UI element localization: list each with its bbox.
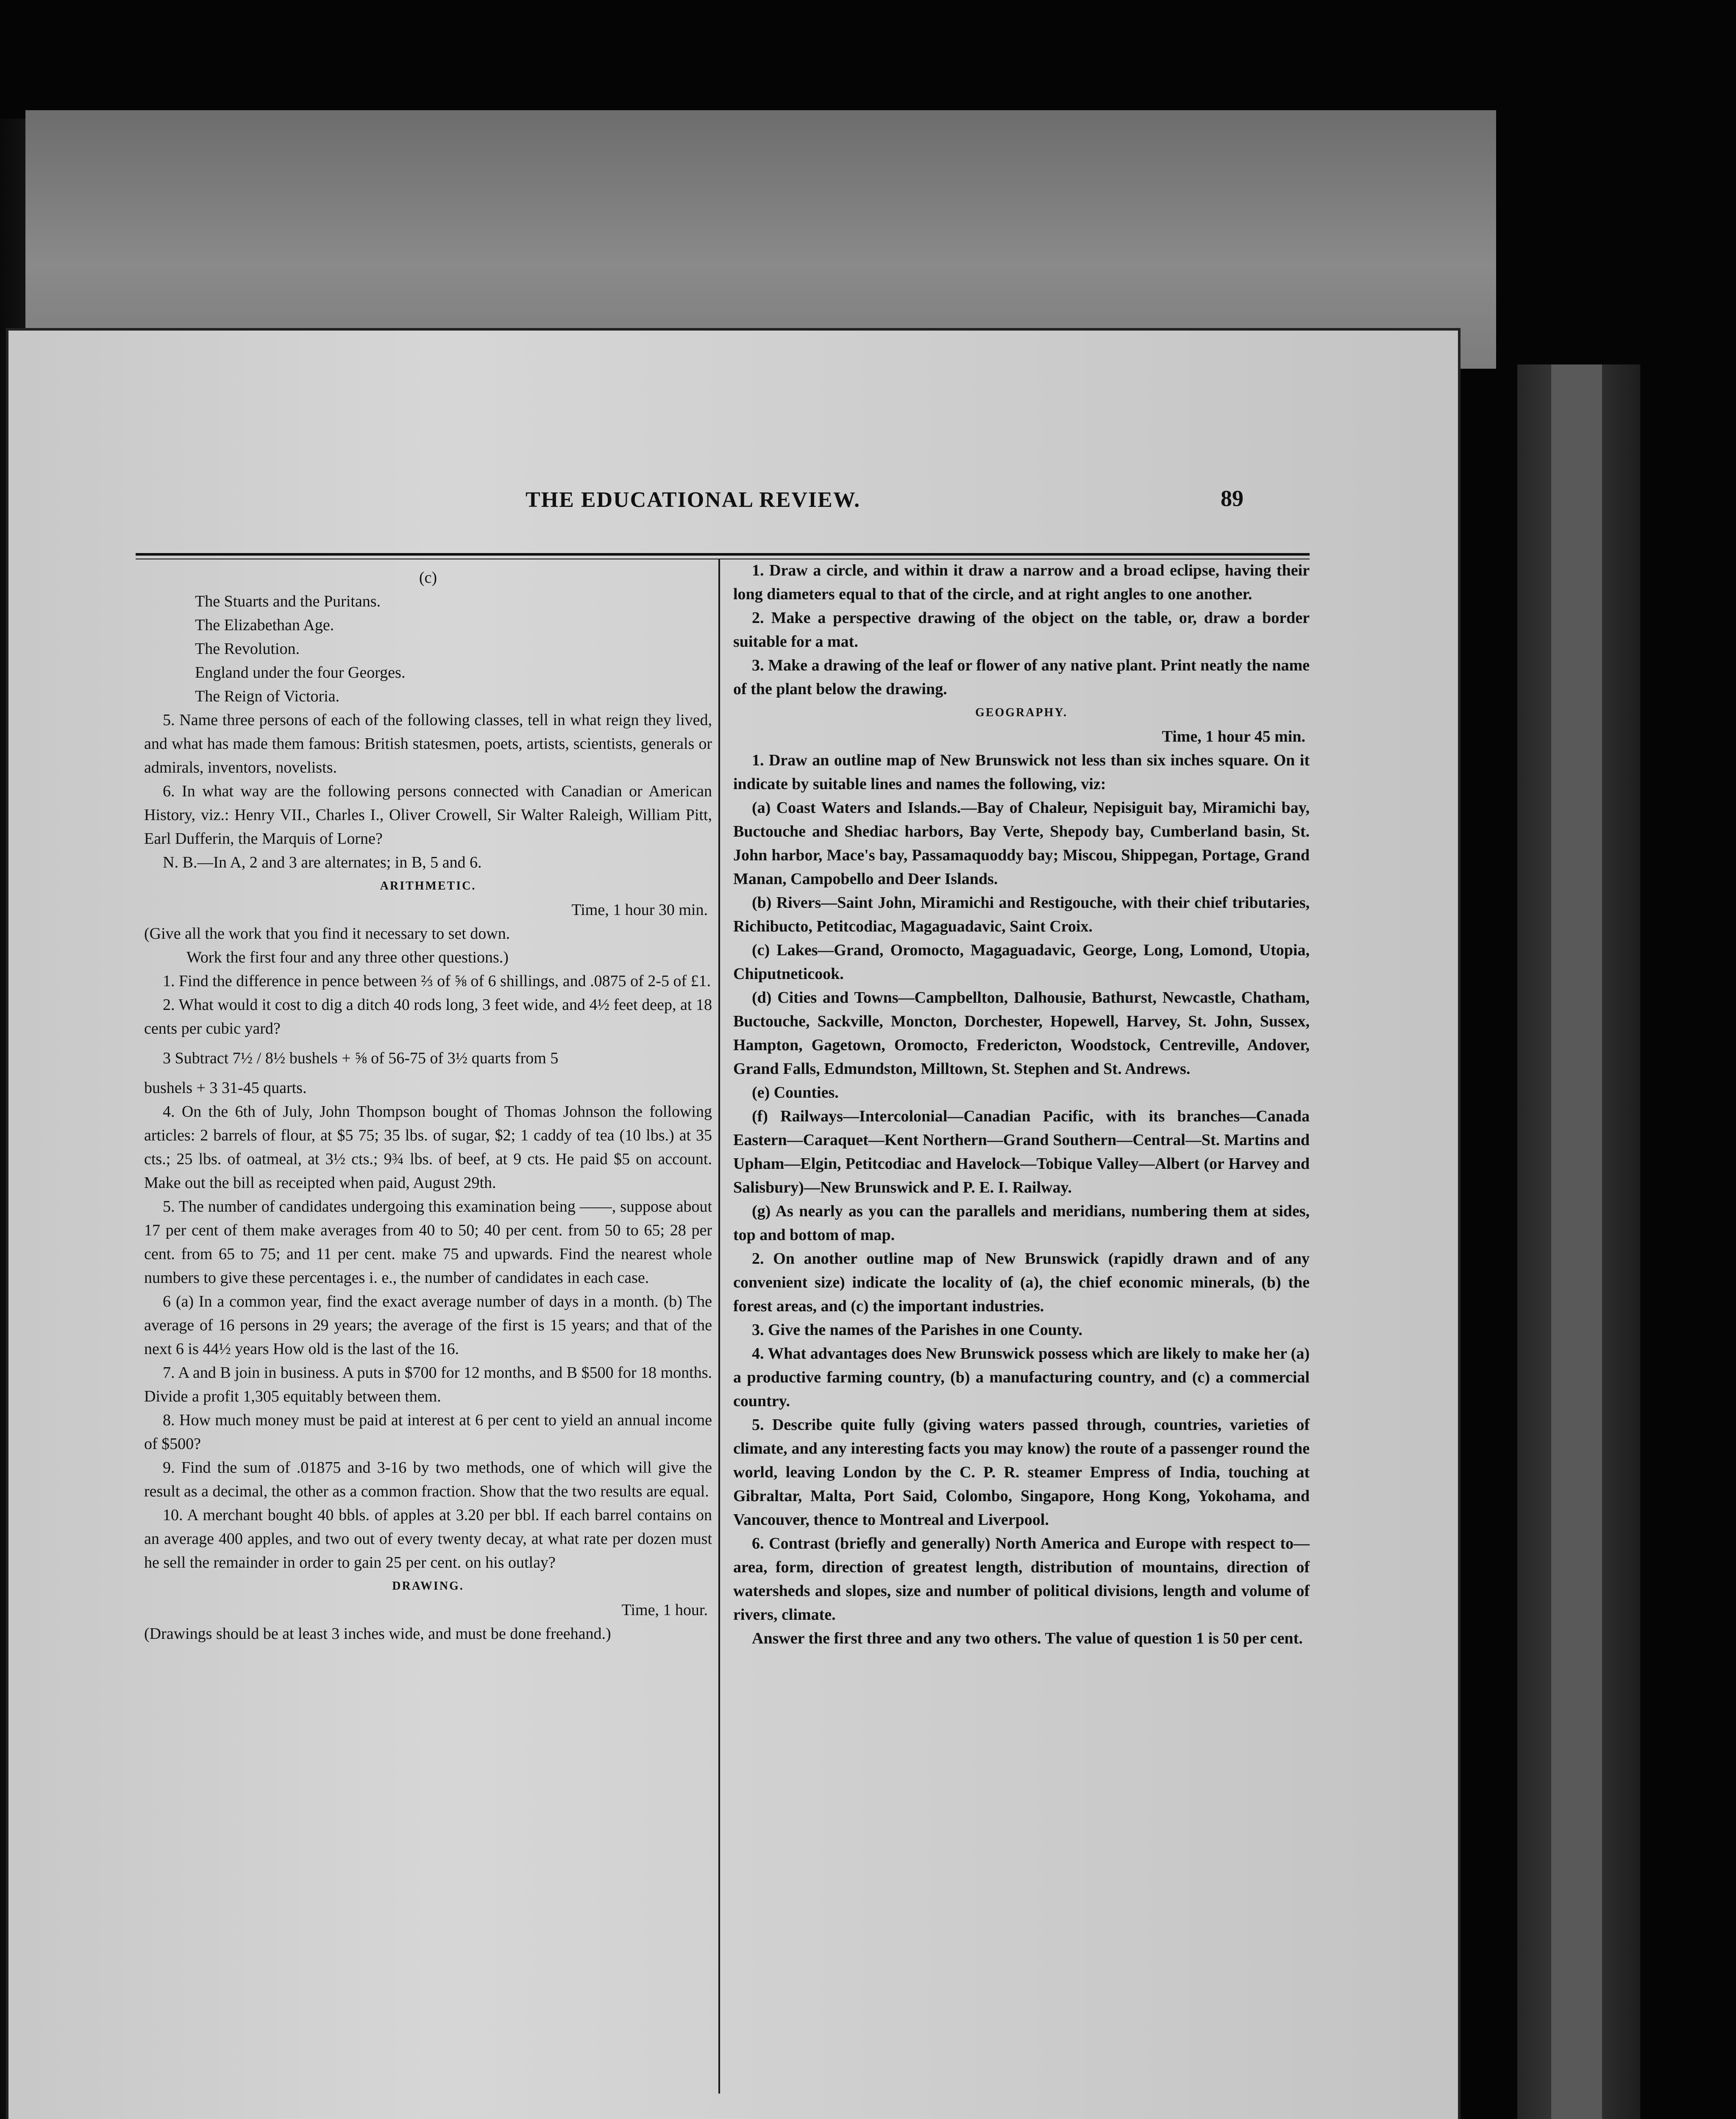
topic-item: The Revolution. [195,640,300,658]
geography-q5: 5. Describe quite fully (giving waters passed through, countries, varieties of climate, and any interesting facts you may know) the route of a passenger round the world, leaving London by the C. P. R. steamer Empress of India, touching at Gibraltar, Malta, Port Said, Colombo, Singapore, Hong Kong, Yokohama, and Vancouver, thence to Montreal and Liverpool. [733,1416,1310,1529]
geography-q1a: (a) Coast Waters and Islands.—Bay of Chaleur, Nepisiguit bay, Miramichi bay, Buctouche and Shediac harbors, Bay Verte, Shepody bay, Cumberland basin, St. John harbor, Mace's bay, Passamaquoddy bay; Miscou, Shippegan, Portage, Grand Manan, Campobello and Deer Islands. [733,799,1310,888]
arithmetic-q1: 1. Find the difference in pence between ⅔ of ⅝ of 6 shillings, and .0875 of 2-5 of £1. [163,972,711,990]
geography-q1g: (g) As nearly as you can the parallels and meridians, numbering them at sides, top and bottom of map. [733,1202,1310,1244]
drawing-heading: DRAWING. [392,1580,464,1593]
arithmetic-q2: 2. What would it cost to dig a ditch 40 rods long, 3 feet wide, and 4½ feet deep, at 18 cents per cubic yard? [144,996,712,1037]
arithmetic-heading: ARITHMETIC. [380,879,476,893]
arithmetic-instruction: (Give all the work that you find it necessary to set down. [144,925,510,943]
geography-q1: 1. Draw an outline map of New Brunswick not less than six inches square. On it indicate by suitable lines and names the following, viz: [733,751,1310,793]
geography-q4: 4. What advantages does New Brunswick possess which are likely to make her (a) a productive farming country, (b) a manufacturing country, and (c) a commercial country. [733,1345,1310,1410]
arithmetic-q4: 4. On the 6th of July, John Thompson bought of Thomas Johnson the following articles: 2 barrels of flour, at $5 75; 35 lbs. of sugar, $2; 1 caddy of tea (10 lbs.) at 35 cts.; 25 lbs. of oatmeal, at 3½ cts.; 9¾ lbs. of beef, at 9 cts. He paid $5 on account. Make out the bill as receipted when paid, August 29th. [144,1103,712,1192]
arithmetic-q5: 5. The number of candidates undergoing this examination being ——, suppose about 17 per cent of them make averages from 40 to 50; 40 per cent. from 50 to 65; 28 per cent. from 65 to 75; and 11 per cent. make 75 and upwards. Find the nearest whole numbers to give these percentages i. e., the number of candidates in each case. [144,1198,712,1287]
arithmetic-q10: 10. A merchant bought 40 bbls. of apples at 3.20 per bbl. If each barrel contains on an average 400 apples, and two out of every twenty decay, at what rate per dozen must he sell the remainder in order to gain 25 per cent. on his outlay? [144,1506,712,1571]
topic-item: The Stuarts and the Puritans. [195,592,381,610]
geography-answer-note: Answer the first three and any two others. The value of question 1 is 50 per cent. [752,1630,1303,1647]
arithmetic-time: Time, 1 hour 30 min. [571,901,708,919]
arithmetic-instruction: Work the first four and any three other questions.) [186,948,509,966]
left-column [144,566,712,1646]
arithmetic-q3-cont: bushels + 3 31-45 quarts. [144,1079,307,1097]
underlying-page [25,110,1496,369]
running-title: THE EDUCATIONAL REVIEW. [526,488,861,512]
column-divider [718,559,720,2094]
question-5: 5. Name three persons of each of the following classes, tell in what reign they lived, and what has made them famous: British statesmen, poets, artists, scientists, generals or admirals, inventors, novelists. [144,711,712,776]
geography-q1c: (c) Lakes—Grand, Oromocto, Magaguadavic, George, Long, Lomond, Utopia, Chiputneticook. [733,941,1310,983]
page-number: 89 [1221,486,1244,511]
drawing-instruction: (Drawings should be at least 3 inches wide, and must be done freehand.) [144,1625,611,1643]
arithmetic-q9: 9. Find the sum of .01875 and 3-16 by two methods, one of which will give the result as a decimal, the other as a common fraction. Show that the two results are equal. [144,1459,712,1500]
geography-q2: 2. On another outline map of New Brunswick (rapidly drawn and of any convenient size) indicate the locality of (a), the chief economic minerals, (b) the forest areas, and (c) the important industries. [733,1250,1310,1315]
geography-time: Time, 1 hour 45 min. [1162,728,1305,745]
question-6: 6. In what way are the following persons connected with Canadian or American History, viz.: Henry VII., Charles I., Oliver Crowell, Sir Walter Raleigh, William Pitt, Earl Dufferin, the Marquis of Lorne? [144,782,712,848]
geography-q1b: (b) Rivers—Saint John, Miramichi and Restigouche, with their chief tributaries, Richibucto, Petitcodiac, Magaguadavic, Saint Croix. [733,894,1310,935]
drawing-q1: 1. Draw a circle, and within it draw a narrow and a broad eclipse, having their long diameters equal to that of the circle, and at right angles to one another. [733,562,1310,603]
right-column [733,559,1310,1650]
drawing-q3: 3. Make a drawing of the leaf or flower of any native plant. Print neatly the name of the plant below the drawing. [733,656,1310,698]
geography-q1e: (e) Counties. [752,1084,839,1101]
nota-bene: N. B.—In A, 2 and 3 are alternates; in B, 5 and 6. [163,854,482,871]
topic-item: The Reign of Victoria. [195,687,340,705]
geography-heading: GEOGRAPHY. [975,706,1068,719]
drawing-q2: 2. Make a perspective drawing of the object on the table, or, draw a border suitable for a mat. [733,609,1310,651]
drawing-time: Time, 1 hour. [621,1601,708,1619]
arithmetic-q3: 3 Subtract 7½ / 8½ bushels + ⅝ of 56-75 of 3½ quarts from 5 [163,1049,559,1067]
section-label: (c) [419,569,437,587]
arithmetic-q6: 6 (a) In a common year, find the exact average number of days in a month. (b) The average of 16 persons in 29 years; the average of the first is 15 years; and that of the next 6 is 44½ years How old is the last of the 16. [144,1293,712,1358]
topic-item: The Elizabethan Age. [195,616,334,634]
geography-q6: 6. Contrast (briefly and generally) North America and Europe with respect to—area, form, direction of greatest length, distribution of mountains, direction of watersheds and slopes, size and number of political divisions, length and volume of rivers, climate. [733,1535,1310,1624]
geography-q1d: (d) Cities and Towns—Campbellton, Dalhousie, Bathurst, Newcastle, Chatham, Buctouche, Sackville, Moncton, Dorchester, Hopewell, Harvey, St. John, Sussex, Hampton, Gagetown, Oromocto, Fredericton, Woodstock, Centreville, Andover, Grand Falls, Edmundston, Milltown, St. Stephen and St. Andrews. [733,989,1310,1078]
scanner-frame-highlight [1551,364,1602,2119]
arithmetic-q8: 8. How much money must be paid at interest at 6 per cent to yield an annual income of $500? [144,1411,712,1453]
arithmetic-q7: 7. A and B join in business. A puts in $700 for 12 months, and B $500 for 18 months. Divide a profit 1,305 equitably between them. [144,1364,712,1405]
topic-item: England under the four Georges. [195,664,406,681]
geography-q1f: (f) Railways—Intercolonial—Canadian Pacific, with its branches—Canada Eastern—Caraquet—Kent Northern—Grand Southern—Central—St. Martins and Upham—Elgin, Petitcodiac and Havelock—Tobique Valley—Albert (or Harvey and Salisbury)—New Brunswick and P. E. I. Railway. [733,1107,1310,1196]
geography-q3: 3. Give the names of the Parishes in one County. [752,1321,1083,1339]
header-rule [136,553,1310,556]
